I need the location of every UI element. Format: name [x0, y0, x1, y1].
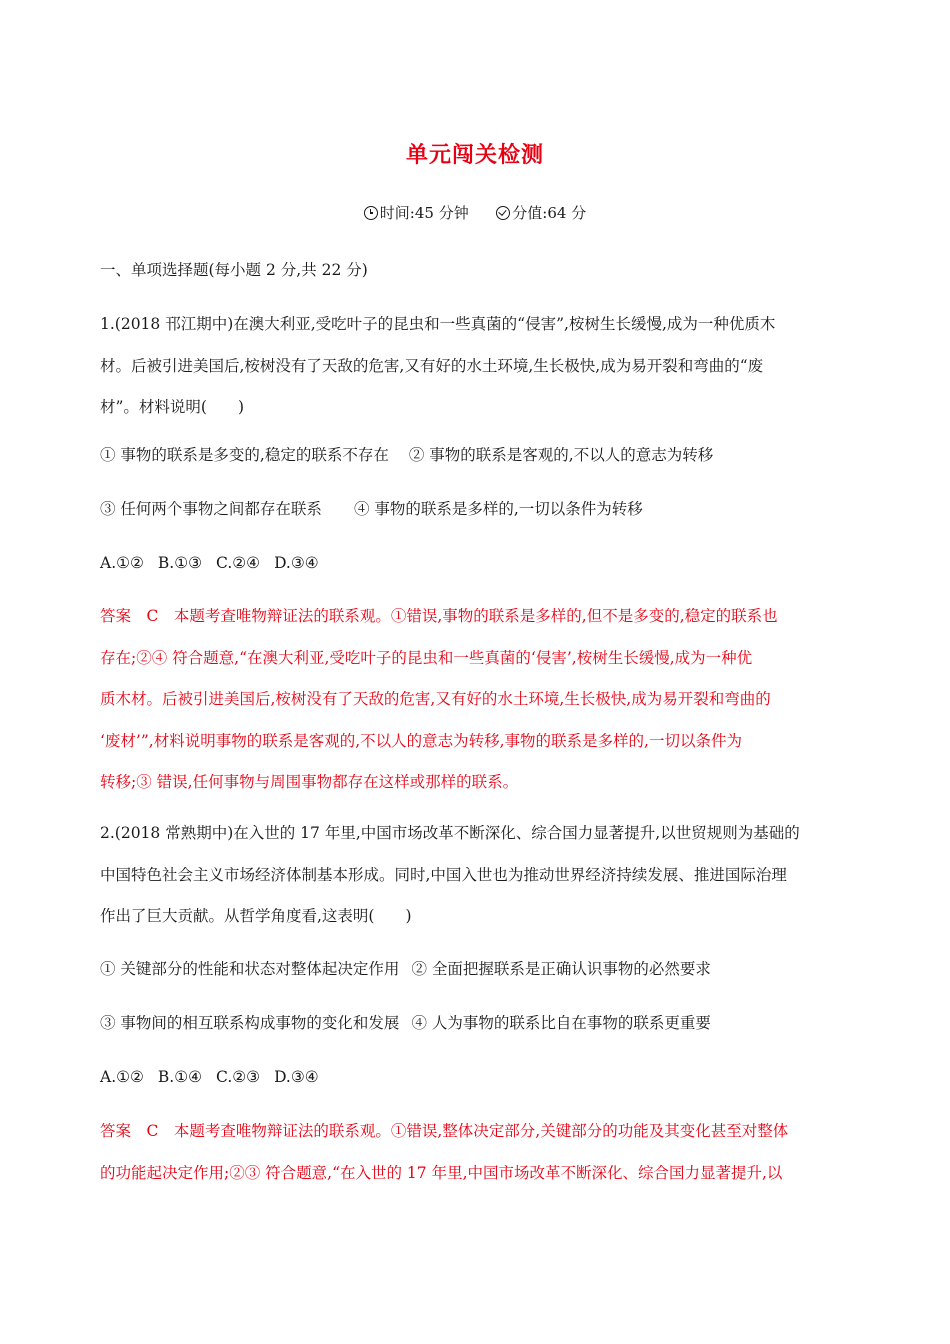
page-title: 单元闯关检测 [405, 143, 544, 168]
stem-line: 中国特色社会主义市场经济体制基本形成。同时,中国入世也为推动世界经济持续发展、推进国际治理 [100, 865, 787, 884]
option-4: ④ 事物的联系是多样的,一切以条件为转移 [353, 500, 643, 518]
question-2-options-row-2 [100, 1003, 852, 1045]
answer-line: 的功能起决定作用;②③ 符合题意,“在入世的 17 年里,中国市场改革不断深化、综合国力显著提升,以 [100, 1163, 783, 1182]
answer-line: 答案 C 本题考查唯物辩证法的联系观。①错误,整体决定部分,关键部分的功能及其变化甚至对整体 [100, 1122, 789, 1140]
choice-c: C.②③ [216, 1068, 261, 1086]
option-1: ① 关键部分的性能和状态对整体起决定作用 [100, 960, 400, 978]
question-2-options-row-1 [100, 949, 852, 991]
choice-c: C.②④ [216, 554, 261, 572]
question-2-choices [100, 1057, 852, 1099]
choice-d: D.③④ [274, 554, 319, 572]
answer-line: ‘废材’”,材料说明事物的联系是客观的,不以人的意志为转移,事物的联系是多样的,一切以条件为 [100, 731, 742, 750]
stem-line: 材。后被引进美国后,桉树没有了天敌的危害,又有好的水土环境,生长极快,成为易开裂和弯曲的“废 [100, 356, 764, 375]
exam-meta [0, 202, 950, 223]
question-1-stem [100, 304, 852, 429]
stem-line: 材”。材料说明( ) [100, 398, 245, 416]
check-circle-icon [496, 206, 510, 220]
stem-line: 1.(2018 邗江期中)在澳大利亚,受吃叶子的昆虫和一些真菌的“侵害”,桉树生长缓慢,成为一种优质木 [100, 315, 776, 333]
answer-line: 质木材。后被引进美国后,桉树没有了天敌的危害,又有好的水土环境,生长极快,成为易开裂和弯曲的 [100, 690, 771, 708]
question-1-options-row-2 [100, 489, 852, 531]
question-1-choices [100, 543, 852, 585]
question-1-answer [100, 596, 852, 804]
question-1-options-row-1 [100, 435, 852, 477]
option-2: ② 全面把握联系是正确认识事物的必然要求 [411, 960, 711, 978]
option-3: ③ 任何两个事物之间都存在联系 [100, 500, 322, 518]
choice-a: A.①② [100, 1068, 144, 1086]
section-heading: 一、单项选择题(每小题 2 分,共 22 分) [100, 261, 368, 279]
option-1: ① 事物的联系是多变的,稳定的联系不存在 [100, 446, 389, 464]
option-2: ② 事物的联系是客观的,不以人的意志为转移 [408, 446, 714, 464]
score-label: 分值:64 分 [512, 204, 587, 222]
choice-d: D.③④ [274, 1068, 319, 1086]
option-3: ③ 事物间的相互联系构成事物的变化和发展 [100, 1014, 400, 1032]
question-2-answer [100, 1111, 852, 1194]
answer-line: 转移;③ 错误,任何事物与周围事物都存在这样或那样的联系。 [100, 773, 519, 791]
choice-b: B.①④ [157, 1068, 203, 1086]
answer-line: 答案 C 本题考查唯物辩证法的联系观。①错误,事物的联系是多样的,但不是多变的,稳定的联系也 [100, 607, 778, 625]
stem-line: 作出了巨大贡献。从哲学角度看,这表明( ) [100, 907, 412, 925]
option-4: ④ 人为事物的联系比自在事物的联系更重要 [411, 1014, 711, 1032]
choice-b: B.①③ [157, 554, 203, 572]
time-label: 时间:45 分钟 [379, 204, 469, 222]
question-2-stem [100, 813, 852, 938]
answer-line: 存在;②④ 符合题意,“在澳大利亚,受吃叶子的昆虫和一些真菌的‘侵害’,桉树生长缓慢,成为一种优 [100, 648, 753, 667]
stem-line: 2.(2018 常熟期中)在入世的 17 年里,中国市场改革不断深化、综合国力显著提升,以世贸规则为基础的 [100, 824, 800, 842]
clock-icon [364, 206, 378, 220]
choice-a: A.①② [100, 554, 144, 572]
